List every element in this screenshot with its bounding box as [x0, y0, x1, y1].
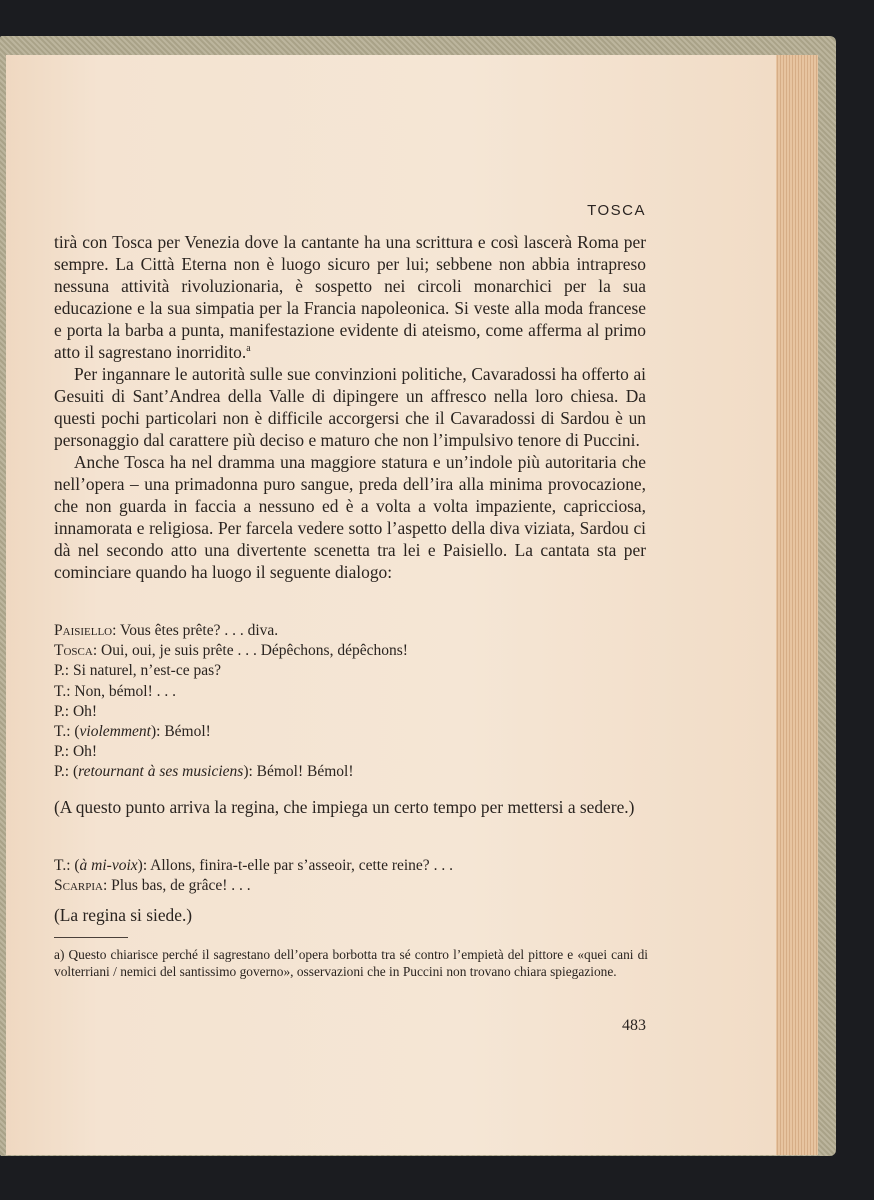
speaker: T. [54, 857, 67, 874]
dialogue-line: P.: Oh! [54, 743, 98, 761]
page-number: 483 [622, 1017, 646, 1034]
footnote: a) Questo chiarisce perché il sagrestano dell’opera borbotta tra sé contro l’empietà del pittore e «quei cani di volterriani / nemici del santissimo governo», osservazioni che in Puccini non trovano chiara spiegazione. [54, 947, 648, 980]
dialogue-line: Paisiello: Vous êtes prête? . . . diva. [54, 622, 279, 639]
dialogue-block [54, 856, 654, 896]
dialogue-line: P.: (retournant à ses musiciens): Bémol! Bémol! [54, 763, 354, 781]
paragraph: Per ingannare le autorità sulle sue convinzioni politiche, Cavaradossi ha offerto ai Gesuiti di Sant’Andrea della Valle di dipingere un affresco nella loro chiesa. Da questi pochi particolari non è difficile accorgersi che il Cavaradossi di Sardou è un personaggio dal carattere più deciso e maturo che non l’impulsivo tenore di Puccini. [54, 364, 646, 450]
dialogue-line: T.: (violemment): Bémol! [54, 723, 211, 741]
body-text [54, 231, 646, 583]
dialogue-line: T.: (à mi-voix): Allons, finira-t-elle par s’asseoir, cette reine? . . . [54, 857, 453, 874]
paragraph: Anche Tosca ha nel dramma una maggiore statura e un’indole più autoritaria che nell’opera – una primadonna puro sangue, preda dell’ira alla minima provocazione, che non guarda in faccia a nessuno ed è a volta a volta impaziente, capricciosa, innamorata e religiosa. Per farcela vedere sotto l’aspetto della diva viziata, Sardou ci dà nel secondo atto una divertente scenetta tra lei e Paisiello. La cantata sta per cominciare quando ha luogo il seguente dialogo: [54, 452, 646, 582]
dialogue-line: P.: Si naturel, n’est-ce pas? [54, 662, 222, 680]
speaker: P. [54, 702, 65, 720]
dialogue-line: Tosca: Oui, oui, je suis prête . . . Dépêchons, dépêchons! [54, 642, 408, 660]
stage-note: (A questo punto arriva la regina, che impiega un certo tempo per mettersi a sedere.) [54, 797, 635, 817]
dialogue-line: Scarpia: Plus bas, de grâce! . . . [54, 877, 251, 895]
speaker: Tosca [54, 642, 93, 660]
footnote-marker: a [246, 343, 251, 355]
speaker: T. [54, 682, 67, 700]
speaker: P. [54, 662, 65, 680]
dialogue-line: P.: Oh! [54, 702, 98, 720]
stage-direction: à mi-voix [79, 857, 138, 874]
book-page [6, 55, 776, 1155]
dialogue-block [54, 621, 654, 783]
dialogue-line: T.: Non, bémol! . . . [54, 682, 176, 700]
running-title: TOSCA [587, 202, 646, 219]
speaker: Paisiello [54, 622, 113, 639]
speaker: T. [54, 723, 67, 741]
stage-note: (La regina si siede.) [54, 905, 193, 925]
speaker: P. [54, 763, 65, 781]
stage-direction: violemment [79, 723, 151, 741]
stage-direction: retournant à ses musiciens [78, 763, 244, 781]
paragraph: tirà con Tosca per Venezia dove la cantante ha una scrittura e così lascerà Roma per sempre. La Città Eterna non è luogo sicuro per lui; sebbene non abbia intrapreso nessuna attività rivoluzionaria, è sospetto nei circoli monarchici per la sua educazione e la sua simpatia per la Francia napoleonica. Si veste alla moda francese e porta la barba a punta, manifestazione evidente di ateismo, come afferma al primo atto il sagrestano inorridito.$^a$ [54, 232, 646, 362]
speaker: Scarpia [54, 877, 103, 895]
speaker: P. [54, 743, 65, 761]
footnote-rule [54, 937, 128, 938]
